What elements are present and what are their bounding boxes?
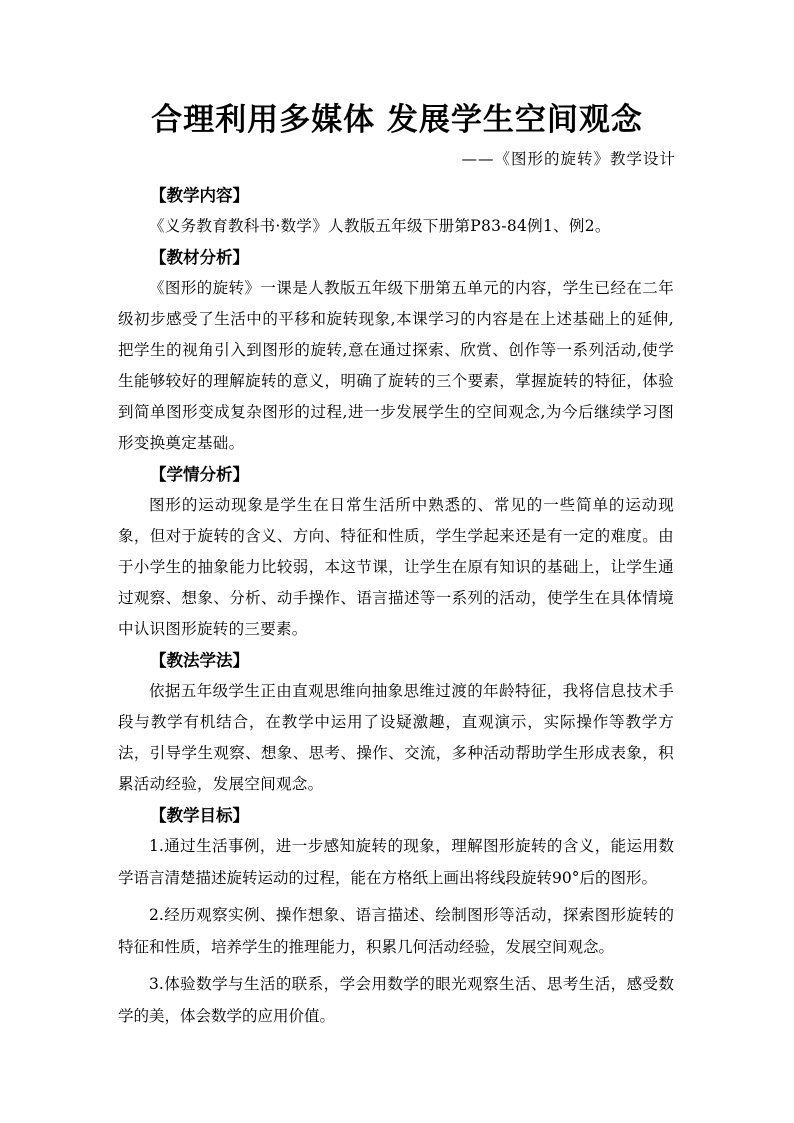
goal-item-3: 3.体验数学与生活的联系，学会用数学的眼光观察生活、思考生活，感受数学的美，体会数学的应用价值。 <box>118 975 674 1025</box>
section-heading-students: 【学情分析】 <box>150 465 249 484</box>
section-text-methods: 依据五年级学生正由直观思维向抽象思维过渡的年龄特征，我将信息技术手段与教学有机结合，在教学中运用了设疑激趣，直观演示，实际操作等教学方法，引导学生观察、想象、思考、操作、交流，多种活动帮助学生形成表象，积累活动经验，发展空间观念。 <box>118 682 674 793</box>
section-heading-content: 【教学内容】 <box>150 186 249 205</box>
section-heading-goals: 【教学目标】 <box>150 806 249 825</box>
document-body <box>118 180 674 1038</box>
section-text-students: 图形的运动现象是学生在日常生活所中熟悉的、常见的一些简单的运动现象，但对于旋转的含义、方向、特征和性质，学生学起来还是有一定的难度。由于小学生的抽象能力比较弱，本这节课，让学生在原有知识的基础上，让学生通过观察、想象、分析、动手操作、语言描述等一系列的活动，使学生在具体情境中认识图形旋转的三要素。 <box>118 496 674 638</box>
section-heading-methods: 【教法学法】 <box>150 651 249 670</box>
section-heading-material: 【教材分析】 <box>150 248 249 267</box>
section-text-content: 《义务教育教科书·数学》人教版五年级下册第P83-84例1、例2。 <box>149 217 611 235</box>
document-subtitle: ——《图形的旋转》教学设计 <box>461 150 676 168</box>
goal-item-2: 2.经历观察实例、操作想象、语言描述、绘制图形等活动，探索图形旋转的特征和性质，培养学生的推理能力，积累几何活动经验，发展空间观念。 <box>118 906 674 956</box>
goal-item-1: 1.通过生活事例，进一步感知旋转的现象，理解图形旋转的含义，能运用数学语言清楚描述旋转运动的过程，能在方格纸上画出将线段旋转90°后的图形。 <box>118 837 674 887</box>
document-title: 合理利用多媒体 发展学生空间观念 <box>151 102 643 138</box>
section-text-material: 《图形的旋转》一课是人教版五年级下册第五单元的内容，学生已经在二年级初步感受了生活中的平移和旋转现象,本课学习的内容是在上述基础上的延伸,把学生的视角引入到图形的旋转,意在通过探索、欣赏、创作等一系列活动,使学生能够较好的理解旋转的意义，明确了旋转的三个要素，掌握旋转的特征，体验到简单图形变成复杂图形的过程,进一步发展学生的空间观念,为今后继续学习图形变换奠定基础。 <box>118 279 674 452</box>
